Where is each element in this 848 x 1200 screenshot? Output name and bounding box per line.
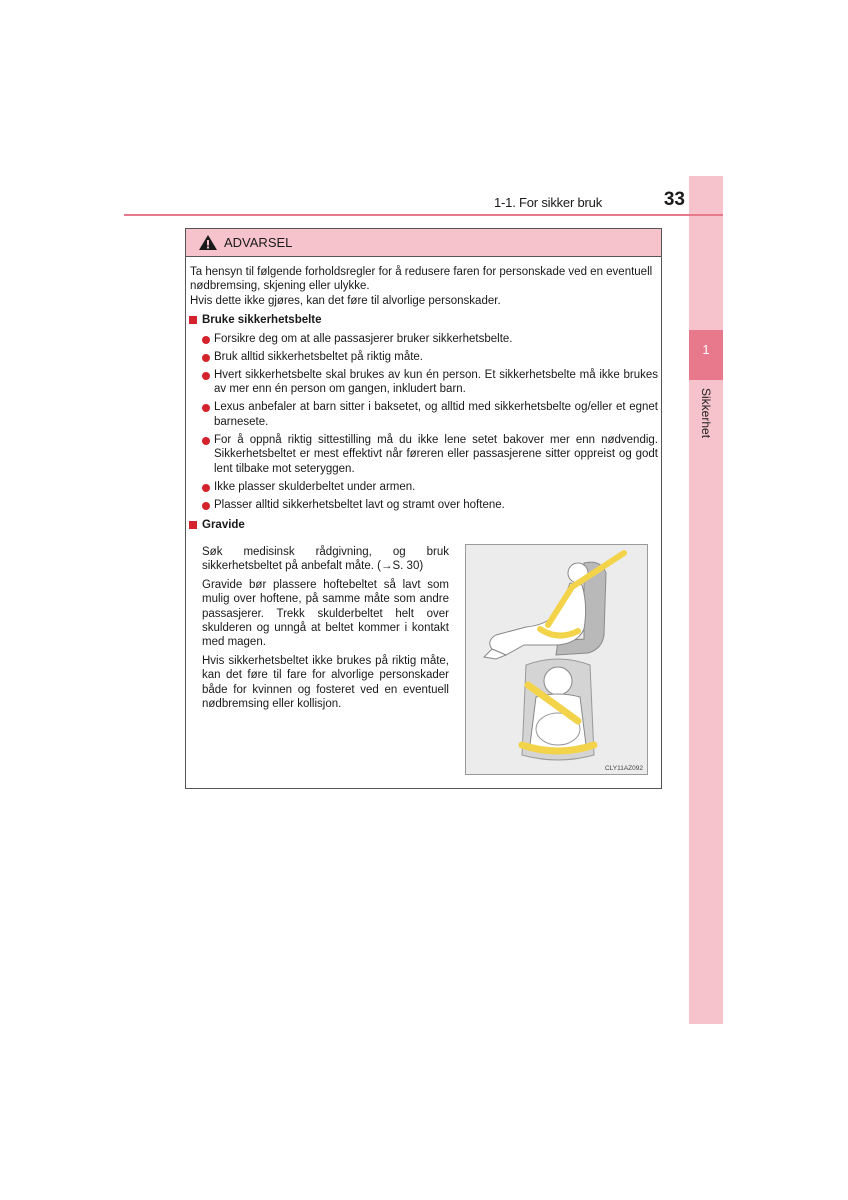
square-bullet-icon bbox=[189, 316, 197, 324]
warning-intro bbox=[190, 265, 656, 308]
warning-box bbox=[185, 228, 662, 789]
paragraph: Søk medisinsk rådgivning, og bruk sikkerhetsbeltet på anbefalt måte. (→S. 30) bbox=[202, 546, 449, 573]
section-heading-text: Bruke sikkerhetsbelte bbox=[202, 314, 322, 326]
warning-triangle-icon bbox=[198, 234, 218, 251]
list-item: Forsikre deg om at alle passasjerer bruker sikkerhetsbelte. bbox=[202, 332, 658, 346]
pregnant-text bbox=[202, 545, 449, 715]
section-heading-text: Gravide bbox=[202, 519, 245, 531]
bullet-dot-icon bbox=[202, 502, 210, 510]
page-number: 33 bbox=[663, 189, 685, 210]
header-rule bbox=[124, 214, 723, 216]
list-item: Lexus anbefaler at barn sitter i baksetet, og alltid med sikkerhetsbelte og/eller et egnet barnesete. bbox=[202, 400, 658, 429]
bullet-dot-icon bbox=[202, 484, 210, 492]
intro-line-1: Ta hensyn til følgende forholdsregler for å redusere faren for personskade ved en eventuell nødbremsing, skjening eller ulykke. bbox=[190, 266, 653, 293]
section-title: 1-1. For sikker bruk bbox=[494, 195, 602, 210]
chapter-number: 1 bbox=[689, 330, 723, 380]
seatbelt-illustration-drawing bbox=[466, 545, 648, 775]
pregnant-seatbelt-illustration bbox=[465, 544, 648, 775]
list-item: Plasser alltid sikkerhetsbeltet lavt og stramt over hoftene. bbox=[202, 498, 658, 512]
seatbelt-bullet-list bbox=[202, 332, 658, 516]
intro-line-2: Hvis dette ikke gjøres, kan det føre til alvorlige personskader. bbox=[190, 294, 501, 307]
bullet-dot-icon bbox=[202, 372, 210, 380]
warning-title: ADVARSEL bbox=[224, 235, 293, 250]
side-tab bbox=[689, 176, 723, 1024]
paragraph: Gravide bør plassere hoftebeltet så lavt som mulig over hoftene, på samme måte som andre passasjerer. Trekk skulderbeltet helt over skulderen og unngå at beltet kommer i kontakt med magen. bbox=[202, 578, 449, 649]
list-item: Hvert sikkerhetsbelte skal brukes av kun én person. Et sikkerhetsbelte må ikke brukes av mer enn én person om gangen, inkludert barn. bbox=[202, 368, 658, 397]
bullet-dot-icon bbox=[202, 404, 210, 412]
list-item: Ikke plasser skulderbeltet under armen. bbox=[202, 480, 658, 494]
warning-header bbox=[186, 229, 661, 257]
list-item: For å oppnå riktig sittestilling må du ikke lene setet bakover mer enn nødvendig. Sikkerhetsbeltet er mest effektivt når føreren eller passasjerene sitter oppreist og godt lent tilbake mot seteryggen. bbox=[202, 433, 658, 476]
bullet-dot-icon bbox=[202, 336, 210, 344]
square-bullet-icon bbox=[189, 521, 197, 529]
paragraph: Hvis sikkerhetsbeltet ikke brukes på riktig måte, kan det føre til fare for alvorlige personskader både for kvinnen og fosteret ved en eventuell nødbremsing eller kollisjon. bbox=[202, 654, 449, 711]
section-heading-pregnant bbox=[189, 519, 245, 531]
chapter-label: Sikkerhet bbox=[699, 388, 713, 439]
section-heading-seatbelt bbox=[189, 314, 322, 326]
bullet-dot-icon bbox=[202, 354, 210, 362]
list-item: Bruk alltid sikkerhetsbeltet på riktig måte. bbox=[202, 350, 658, 364]
bullet-dot-icon bbox=[202, 437, 210, 445]
illustration-code: CLY11AZ092 bbox=[604, 765, 643, 772]
